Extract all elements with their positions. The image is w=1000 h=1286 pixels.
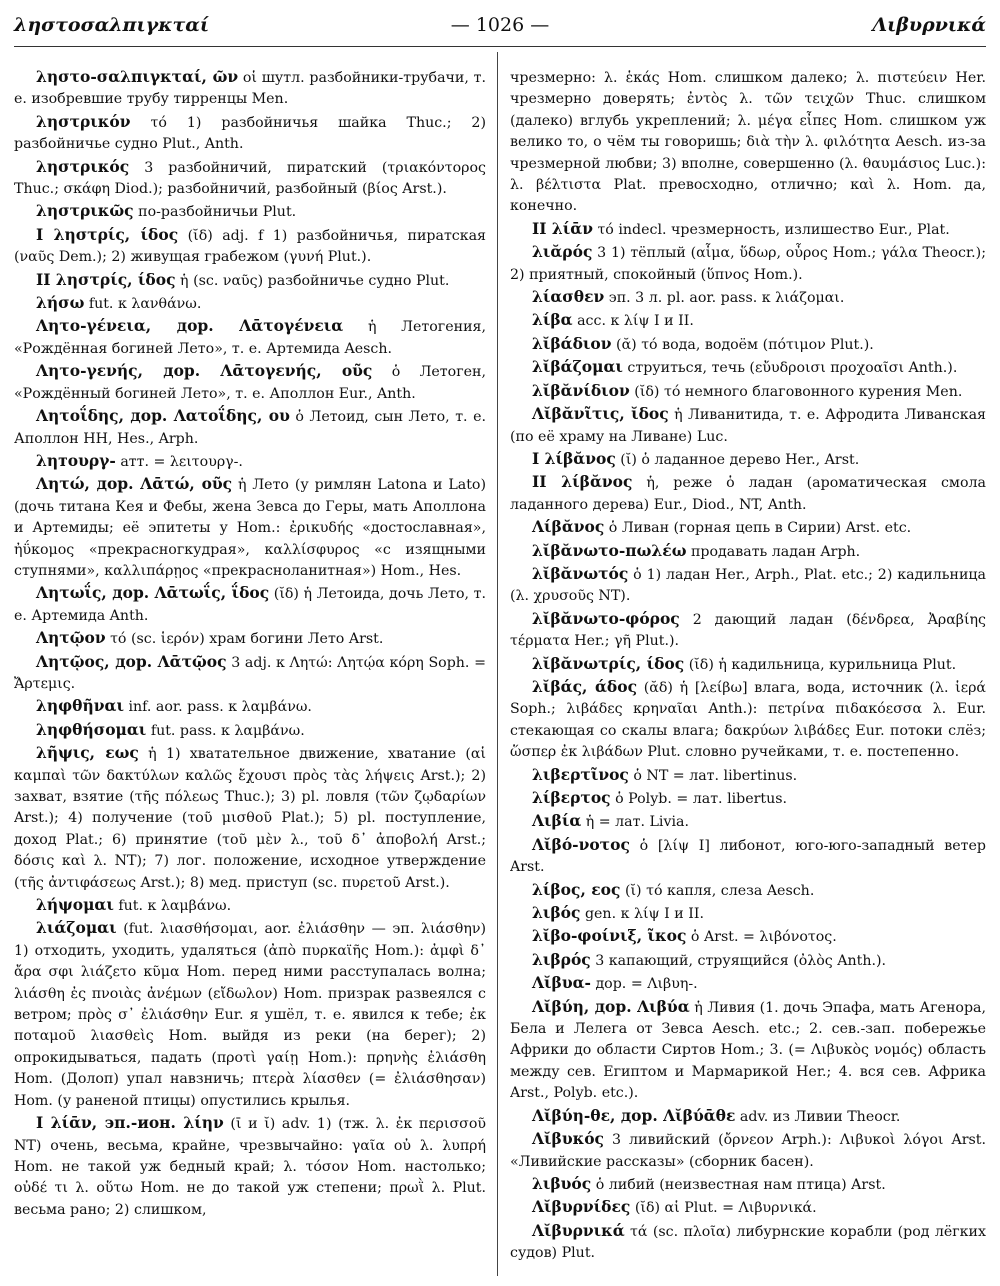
entry-definition: 3 капающий, струящийся (ὀλὸς Anth.).	[590, 952, 887, 969]
dictionary-entry	[14, 292, 486, 315]
entry-headword: Λίβᾰνος	[532, 517, 605, 537]
dictionary-entry	[510, 972, 986, 995]
dictionary-entry	[510, 540, 986, 563]
entry-headword: λῐβᾰνωτο-πωλέω	[532, 540, 687, 560]
entry-definition: fut. к λαμβάνω.	[113, 898, 232, 915]
dictionary-entry	[510, 879, 986, 902]
entry-headword: ληστο-σαλπιγκταί, ῶν	[36, 67, 239, 86]
entry-headword: λῐβάδιον	[532, 333, 612, 353]
entry-headword: II λίᾱν	[532, 218, 593, 238]
dictionary-entry	[14, 405, 486, 450]
dictionary-entry	[510, 286, 986, 309]
entry-headword: Λητοΐδης, дор. Λατοΐδης, ου	[36, 406, 290, 426]
dictionary-entry	[510, 403, 986, 448]
dictionary-entry	[14, 473, 486, 582]
entry-definition: (fut. λιασθήσομαι, aor. ἐλιάσθην — эп. λιάσθην) 1) отходить, уходить, удаляться (ἀπὸ πυρκαϊῆς Hom.): ἀμφὶ δ᾽ ἄρα σφι λιάζετο κῦμα Hom. перед ними расступалась волна; λιάσθη ἐς πνοιὰς ἀνέμων (εἴδωλον) Hom. призрак развеялся с ветром; πρὸς σ᾽ ἐλιάσθην Eur. я ушёл, т. е. явился к тебе; ἐκ ποταμοῦ λιασθεὶς Hom. выйдя из реки (на берег); 2) опрокидываться, падать (προτὶ γαίῃ Hom.): πρηνὴς ἐλιάσθη Hom. (Долоп) упал навзничь; πτερὰ λίασθεν (= ἐλιάσθησαν) Hom. (у раненой птицы) опустились крылья.	[14, 921, 486, 1109]
entry-definition: (ᾰ) τό вода, водоём (πότιμον Plut.).	[611, 336, 874, 353]
entry-definition: ὁ либий (неизвестная нам птица) Arst.	[591, 1176, 886, 1193]
dictionary-entry	[14, 651, 486, 696]
dictionary-entry	[510, 1220, 986, 1265]
entry-definition: 3 ливийский (ὄρνεον Arph.): Λιβυκοὶ λόγοι Arst. «Ливийские рассказы» (сборник басен).	[510, 1132, 986, 1170]
dictionary-entry	[14, 224, 486, 269]
dictionary-entry	[14, 917, 486, 1112]
entry-definition: ἡ, реже ὁ ладан (ароматическая смола ладанного дерева) Eur., Diod., NT, Anth.	[510, 475, 986, 513]
entry-headword: Λῐβύη, дор. Λιβύα	[532, 996, 690, 1016]
dictionary-entry	[14, 111, 486, 156]
entry-definition: дор. = Λιβυη-.	[590, 976, 698, 993]
dictionary-entry	[510, 241, 986, 286]
dictionary-entry	[14, 742, 486, 894]
header-first-word: ληστοσαλπιγκταί	[14, 14, 210, 36]
dictionary-entry	[510, 787, 986, 810]
entry-definition: ἡ 1) хватательное движение, хватание (αἱ καμπαὶ τῶν δακτύλων καλῶς ἔχουσι πρὸς τὰς λήψεις Arst.); 2) захват, взятие (τῆς πόλεως Thuc.); 3) pl. ловля (τῶν ζῳδαρίων Arst.); 4) получение (τοῦ μισθοῦ Plat.); 5) pl. поступление, доход Plat.; 6) принятие (τοῦ μὲν λ., τοῦ δ᾽ ἀποβολή Arst.; δόσις καὶ λ. NT); 7) лог. положение, исходное утверждение (τῆς ἀντιφάσεως Arst.); 8) мед. приступ (sc. πυρετοῦ Arst.).	[14, 746, 486, 891]
entry-definition: струиться, течь (εὔυδροισι προχοαῖσι Anth.).	[622, 360, 958, 377]
entry-definition: 3 разбойничий, пиратский (τριακόντορος Thuc.; σκάφη Diod.); разбойничий, разбойный (βίος Arst.).	[14, 159, 486, 198]
page-header	[14, 14, 986, 44]
entry-headword: λήψομαι	[36, 895, 114, 915]
entry-definition: 3 1) тёплый (αἷμα, ὕδωρ, οὖρος Hom.; γάλα Theocr.); 2) приятный, спокойный (ὕπνος Hom.).	[510, 245, 986, 283]
entry-definition: (ῐδ) ἡ Летоида, дочь Лето, т. е. Артемида Anth.	[14, 586, 486, 624]
dictionary-entry	[14, 200, 486, 223]
dictionary-entry	[510, 1105, 986, 1128]
dictionary-entry	[510, 764, 986, 787]
entry-headword: λίασθεν	[532, 287, 605, 307]
entry-definition: (ῐ) ὁ ладанное дерево Her., Arst.	[615, 451, 860, 468]
entry-definition: ὁ Arst. = λιβόνοτος.	[686, 929, 837, 946]
dictionary-entry	[14, 450, 486, 473]
entry-headword: ληστρικῶς	[36, 201, 134, 221]
dictionary-entry	[510, 356, 986, 379]
entry-definition: (ῑ и ῐ) adv. 1) (тж. λ. ἐκ περισσοῦ NT) очень, весьма, крайне, чрезвычайно: γαῖα οὐ λ. λυπρή Hom. не такой уж бедный край; λ. τόσον Hom. настолько; οὐδέ τι λ. οὕτω Hom. не до такой уж степени; πρωῒ λ. Plut. весьма рано; 2) слишком,	[14, 1116, 486, 1218]
entry-headword: Λῐβό-νοτος	[532, 834, 630, 854]
entry-definition: τά (sc. πλοῖα) либурнские корабли (род лёгких судов) Plut.	[510, 1223, 986, 1262]
entry-definition: ὁ Ливан (горная цепь в Сирии) Arst. etc.	[604, 520, 912, 537]
entry-headword: ληστρικόν	[36, 111, 131, 131]
dictionary-entry	[14, 719, 486, 742]
entry-definition: 2 дающий ладан (δένδρεα, Ἀραβίης τέρματα Her.; γῆ Plut.).	[510, 611, 986, 650]
entry-definition: (ῐδ) ἡ кадильница, курильница Plut.	[684, 656, 957, 673]
entry-definition: ἡ (sc. ναῦς) разбойничье судно Plut.	[175, 272, 450, 289]
entry-headword: λῐβᾰνωτός	[532, 563, 629, 583]
dictionary-entry	[14, 315, 486, 360]
entry-definition: (ᾰδ) ἡ [λείβω] влага, вода, источник (λ. ἱερά Soph.; λιβάδες κρηναῖαι Anth.): πετρίνα πιδακόεσσα λ. Eur. стекающая со скалы влага; δακρύων λιβάδες Eur. потоки слёз; ὥσπερ ἐκ λιβάδων Plut. словно ручейками, т. е. постепенно.	[510, 679, 986, 761]
entry-definition: τό (sc. ἱερόν) храм богини Лето Arst.	[105, 631, 384, 648]
dictionary-entry	[510, 608, 986, 653]
header-last-word: Λιβυρνικά	[872, 14, 986, 36]
entry-headword: I ληστρίς, ίδος	[36, 224, 179, 244]
dictionary-entry	[14, 695, 486, 718]
entry-headword: λῐβᾰνίδιον	[532, 380, 630, 400]
entry-headword: λῐβᾰνωτρίς, ίδος	[532, 653, 685, 673]
entry-headword: Λητωΐς, дор. Λᾱτωΐς, ΐδος	[36, 583, 270, 603]
page-number: — 1026 —	[450, 14, 550, 36]
entry-definition: асс. к λίψ I и II.	[572, 313, 694, 330]
dictionary-entry	[14, 582, 486, 627]
entry-headword: λιβυός	[532, 1173, 592, 1193]
entry-headword: ληφθῆναι	[36, 696, 124, 716]
entry-definition: gen. к λίψ I и II.	[580, 906, 704, 923]
entry-definition: эп. 3 л. pl. aor. pass. к λιάζομαι.	[604, 290, 845, 307]
entry-headword: λῐβάς, άδος	[532, 676, 638, 696]
dictionary-entry	[510, 996, 986, 1105]
entry-definition: ἡ = лат. Livia.	[581, 814, 689, 831]
entry-definition: ἡ Ливанитида, т. е. Афродита Ливанская (по её храму на Ливане) Luc.	[510, 407, 986, 445]
column-divider	[497, 52, 498, 1276]
dictionary-entry	[510, 563, 986, 608]
entry-definition: ὁ NT = лат. libertinus.	[628, 767, 798, 784]
dictionary-entry	[510, 676, 986, 764]
header-rule	[14, 46, 986, 47]
dictionary-entry	[510, 309, 986, 332]
dictionary-entry	[510, 333, 986, 356]
entry-headword: Λητώ, дор. Λᾱτώ, οῦς	[36, 474, 233, 494]
entry-headword: λῐβάζομαι	[532, 357, 623, 377]
entry-headword: I λίβᾰνος	[532, 448, 616, 468]
dictionary-entry	[14, 360, 486, 405]
entry-definition: (ῐδ) adj. f 1) разбойничья, пиратская (ναῦς Dem.); 2) живущая грабежом (γυνή Plut.).	[14, 227, 486, 266]
entry-headword: ληφθήσομαι	[36, 719, 147, 739]
entry-headword: Λῐβᾰνῖτις, ῐδος	[532, 404, 669, 424]
entry-definition: ὁ 1) ладан Her., Arph., Plat. etc.; 2) кадильница (λ. χρυσοῦς NT).	[510, 566, 986, 605]
entry-headword: ληστρικός	[36, 156, 130, 176]
dictionary-entry	[14, 269, 486, 292]
entry-definition: inf. aor. pass. к λαμβάνω.	[123, 699, 312, 716]
entry-definition: ἡ Ливия (1. дочь Эпафа, мать Агенора, Бела и Лелега от Зевса Aesch. etc.; 2. сев.-зап. побережье Африки до области Сиртов Hom.; 3. (= Λιβυκὸς νομός) область между сев. Египтом и Мармарикой Her.; 4. вся сев. Африка Arst., Polyb. etc.).	[510, 999, 986, 1102]
right-column	[510, 66, 986, 1276]
dictionary-entry	[510, 902, 986, 925]
entry-definition: чрезмерно: λ. ἑκάς Hom. слишком далеко; λ. πιστεύειν Her. чрезмерно доверять; ἐντὸς λ. τῶν τειχῶν Thuc. слишком (далеко) вглубь укреплений; λ. μέγα εἶπες Hom. слишком уж велико то, о чём ты говоришь; διὰ τὴν λ. φιλότητα Aesch. из-за чрезмерной любви; 3) вполне, совершенно (λ. θαυμάσιος Luc.): λ. βέλτιστα Plat. превосходно, отлично; καὶ λ. Hom. да, конечно.	[510, 70, 986, 215]
entry-headword: λίβα	[532, 310, 573, 330]
entry-headword: Λητῷον	[36, 628, 106, 648]
dictionary-entry	[510, 810, 986, 833]
dictionary-entry	[510, 516, 986, 539]
dictionary-entry	[510, 66, 986, 218]
entry-definition: 3 adj. к Λητώ: Λητῴα κόρη Soph. = Ἄρτεμις.	[14, 654, 486, 692]
entry-definition: ὁ Летоген, «Рождённый богиней Лето», т. е. Аполлон Eur., Anth.	[14, 364, 486, 402]
dictionary-entry	[510, 1128, 986, 1173]
dictionary-entry	[510, 471, 986, 516]
entry-headword: λιβρός	[532, 949, 591, 969]
entry-headword: λιβός	[532, 903, 581, 923]
entry-definition: по-разбойничьи Plut.	[133, 204, 297, 221]
dictionary-entry	[510, 448, 986, 471]
entry-definition: продавать ладан Arph.	[686, 543, 861, 560]
left-column	[14, 66, 486, 1276]
entry-definition: τό 1) разбойничья шайка Thuc.; 2) разбойничье судно Plut., Anth.	[14, 114, 486, 153]
entry-headword: II ληστρίς, ίδος	[36, 269, 176, 289]
entry-headword: II λίβᾰνος	[532, 472, 633, 492]
dictionary-entry	[510, 1173, 986, 1196]
dictionary-entry	[510, 834, 986, 879]
entry-headword: I λίᾱν, эп.-ион. λίην	[36, 1113, 224, 1133]
entry-definition: (ῐδ) τό немного благовонного курения Men.	[629, 383, 963, 400]
dictionary-entry	[510, 925, 986, 948]
dictionary-entry	[510, 218, 986, 241]
entry-headword: Λῐβυα-	[532, 973, 591, 993]
entry-definition: fut. pass. к λαμβάνω.	[146, 722, 305, 739]
dictionary-entry	[510, 1196, 986, 1219]
dictionary-entry	[510, 653, 986, 676]
entry-definition: ὁ Polyb. = лат. libertus.	[610, 791, 788, 807]
dictionary-entry	[510, 380, 986, 403]
entry-definition: (ῐ) τό капля, слеза Aesch.	[620, 882, 815, 899]
entry-headword: λήσω	[36, 293, 85, 313]
entry-headword: Λῐβυρνικά	[532, 1220, 625, 1240]
entry-headword: Λητῷος, дор. Λᾱτῷος	[36, 651, 227, 671]
entry-headword: ληтоυργ-	[36, 450, 116, 470]
entry-definition: (ῐδ) αἱ Plut. = Λιβυρνικά.	[630, 1200, 817, 1217]
entry-headword: Λῐβυκός	[532, 1129, 604, 1149]
entry-definition: fut. к λανθάνω.	[84, 296, 202, 313]
entry-headword: Λῐβύη-θε, дор. Λῐβύᾱθε	[532, 1105, 736, 1125]
entry-definition: ἡ Лето (у римлян Latona и Lato) (дочь титана Кея и Фебы, жена Зевса до Геры, мать Аполлона и Артемиды; её эпитеты у Hom.: ἐρικυδής «достославная», ἠΰκομος «прекрасногкудрая», καλλίσφυρος «с изящными ступнями», καλλιπάρῃος «прекрасноланитная») Hom., Hes.	[14, 477, 486, 579]
entry-headword: λιᾰρός	[532, 242, 593, 262]
entry-definition: ἡ Летогения, «Рождённая богиней Лето», т. е. Артемида Aesch.	[14, 319, 486, 357]
entry-headword: Λητο-γενής, дор. Λᾱτογενής, οῦς	[36, 361, 373, 381]
dictionary-entry	[14, 66, 486, 111]
entry-definition: атт. = λειτουργ-.	[115, 453, 243, 470]
entry-headword: λιάζομαι	[36, 918, 117, 938]
entry-headword: Λητο-γένεια, дор. Λᾱτογένεια	[36, 316, 344, 336]
entry-definition: ὁ [λίψ I] либонот, юго-юго-западный ветер Arst.	[510, 837, 986, 876]
entry-definition: ὁ Летоид, сын Лето, т. е. Аполлон HH, Hes., Arph.	[14, 409, 486, 447]
dictionary-entry	[14, 1112, 486, 1221]
entry-headword: λῐβᾰνωτο-φόρος	[532, 608, 680, 628]
entry-headword: Λιβία	[532, 811, 582, 831]
dictionary-entry	[510, 949, 986, 972]
dictionary-entry	[14, 627, 486, 650]
dictionary-entry	[14, 894, 486, 917]
entry-headword: Λῐβυρνίδες	[532, 1197, 631, 1217]
entry-headword: λίβος, εος	[532, 879, 621, 899]
entry-headword: λῐβο-φοίνιξ, ῖκος	[532, 926, 687, 946]
entry-headword: λῆψις, εως	[36, 743, 139, 763]
entry-definition: τό indecl. чрезмерность, излишество Eur., Plat.	[592, 221, 950, 238]
entry-definition: adv. из Ливии Theocr.	[735, 1108, 901, 1125]
entry-headword: λιβερτῖνος	[532, 764, 629, 784]
entry-headword: λίβερτος	[532, 788, 611, 807]
entry-definition: οἱ шутл. разбойники-трубачи, т. е. изобревшие трубу тирренцы Men.	[14, 70, 486, 108]
dictionary-entry	[14, 156, 486, 201]
